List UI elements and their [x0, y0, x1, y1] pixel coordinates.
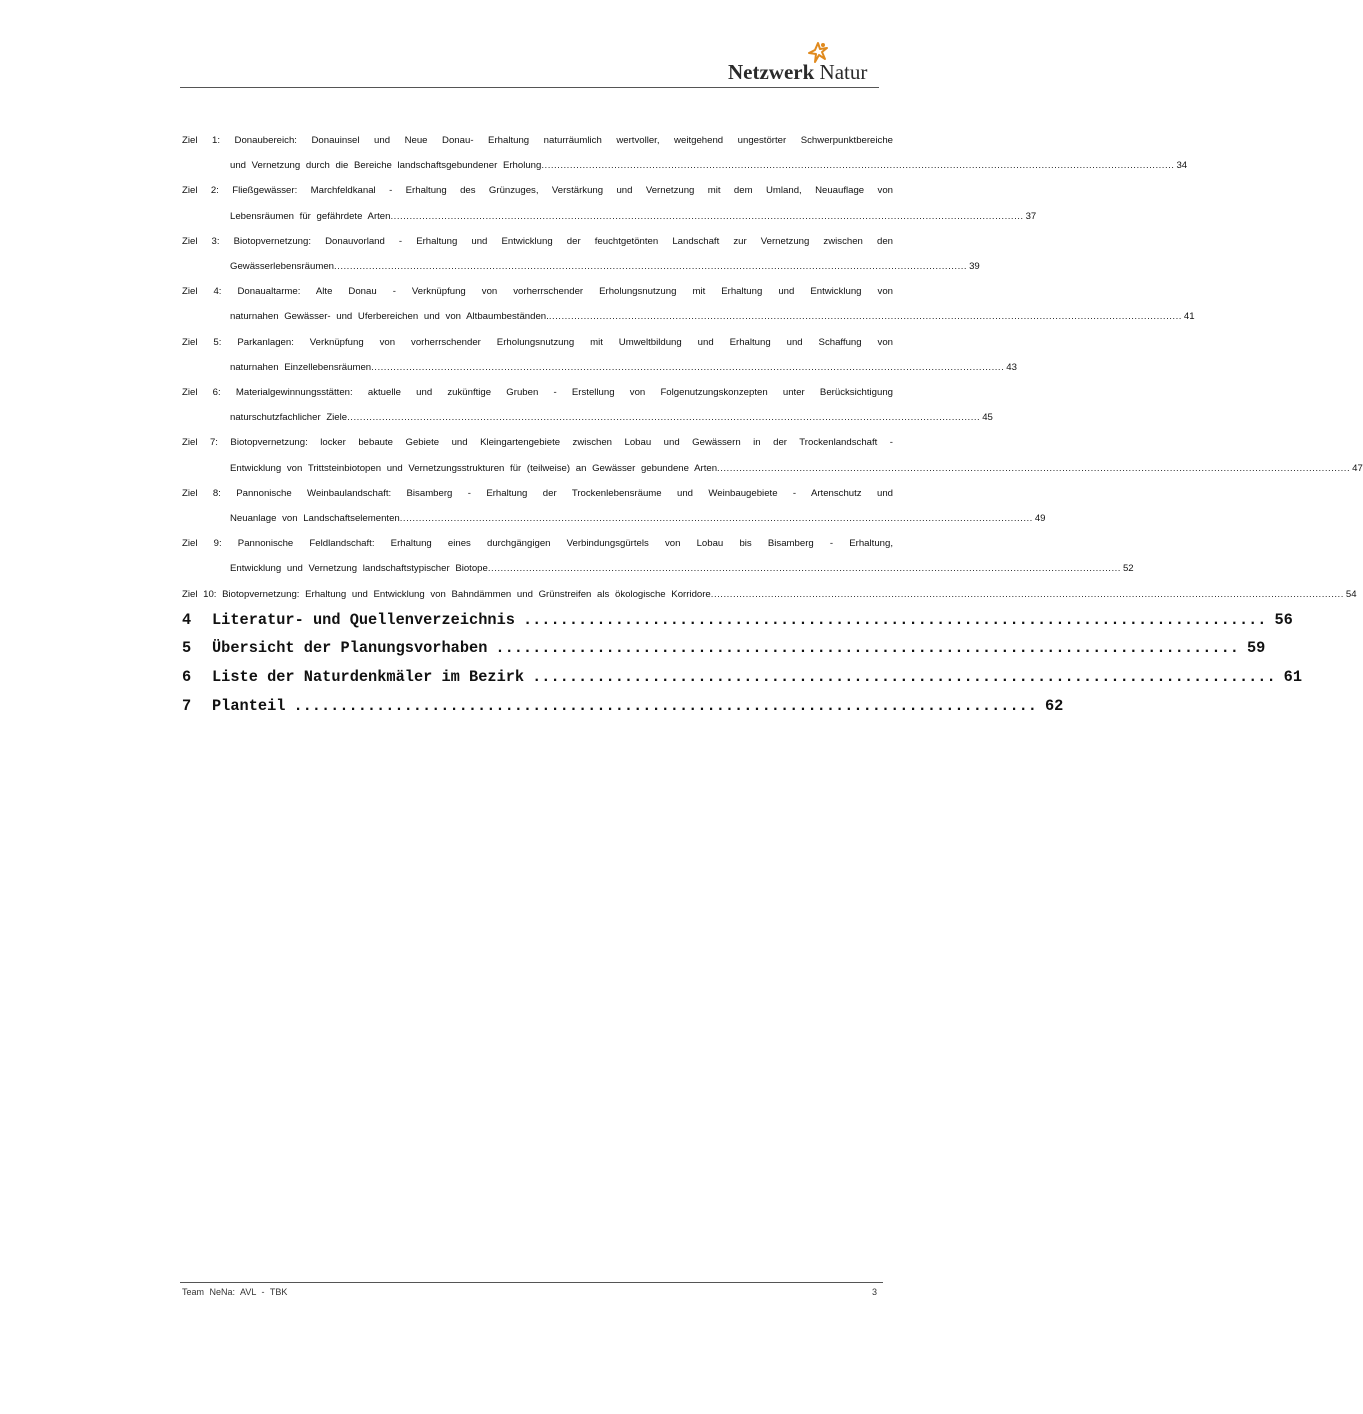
chapter-title: Literatur- und Quellenverzeichnis	[212, 611, 515, 629]
toc-leader-dots: ........................................................................................................................................................................................................	[347, 412, 981, 424]
toc-entry[interactable]	[182, 178, 1037, 228]
toc-leader-dots: ........................................................................................................................................................................................................	[390, 210, 1024, 222]
toc-page-number: 49	[1034, 513, 1046, 525]
toc-entry[interactable]	[182, 582, 1357, 607]
toc-leader-dots: .................................................................................	[532, 668, 1276, 686]
toc-page-number: 43	[1006, 361, 1017, 373]
logo-wordmark	[728, 60, 867, 85]
toc-chapter-entry[interactable]	[182, 611, 1293, 631]
toc-entry-title: Ziel 3: Biotopvernetzung: Donauvorland - Erhaltung und Entwicklung der feuchtgetönten Landschaft zur Vernetzung zwischen den	[182, 235, 893, 247]
toc-page-number: 62	[1045, 697, 1064, 715]
chapter-number: 5	[182, 639, 192, 657]
toc-entry-title: Ziel 8: Pannonische Weinbaulandschaft: Bisamberg - Erhaltung der Trockenlebensräume und Weinbaugebiete - Artenschutz und	[182, 487, 893, 499]
toc-entry-continuation: Lebensräumen für gefährdete Arten	[230, 210, 391, 222]
toc-entry[interactable]	[182, 380, 993, 430]
toc-entry[interactable]	[182, 430, 1363, 480]
toc-page-number: 56	[1274, 611, 1293, 629]
netzwerk-natur-logo	[724, 42, 874, 84]
footer-divider	[180, 1282, 883, 1283]
chapter-title: Liste der Naturdenkmäler im Bezirk	[212, 668, 525, 686]
toc-entry[interactable]	[182, 330, 1017, 380]
toc-page-number: 34	[1176, 160, 1188, 172]
toc-entry[interactable]	[182, 279, 1195, 329]
toc-leader-dots: ........................................................................................................................................................................................................	[541, 160, 1175, 172]
toc-leader-dots: ........................................................................................................................................................................................................	[487, 563, 1121, 575]
footer-page-number: 3	[872, 1287, 878, 1297]
chapter-title: Planteil	[212, 697, 286, 715]
logo-text-bold: Netzwerk	[728, 60, 815, 84]
chapter-number: 7	[182, 697, 192, 715]
toc-page-number: 45	[982, 412, 993, 424]
toc-leader-dots: ........................................................................................................................................................................................................	[371, 361, 1005, 373]
footer-team-label: Team NeNa: AVL - TBK	[182, 1287, 288, 1297]
toc-page-number: 39	[969, 261, 980, 273]
toc-chapter-entry[interactable]	[182, 697, 1064, 717]
toc-entry-continuation: Entwicklung und Vernetzung landschaftstypischer Biotope	[230, 563, 488, 575]
toc-entry-title: Ziel 5: Parkanlagen: Verknüpfung von vorherrschender Erholungsnutzung mit Umweltbildung und Erhaltung und Schaffung von	[182, 336, 893, 348]
toc-entry[interactable]	[182, 229, 980, 279]
chapter-number: 6	[182, 668, 192, 686]
toc-chapter-entry[interactable]	[182, 639, 1266, 659]
toc-page-number: 37	[1025, 210, 1037, 222]
toc-page-number: 41	[1183, 311, 1195, 323]
toc-entry[interactable]	[182, 531, 1134, 581]
toc-entry-continuation: Entwicklung von Trittsteinbiotopen und Vernetzungsstrukturen für (teilweise) an Gewässer gebundene Arten	[230, 462, 718, 474]
header-divider	[180, 87, 879, 88]
toc-leader-dots: .................................................................................	[293, 697, 1037, 715]
toc-page-number: 59	[1246, 639, 1266, 657]
toc-entry-title: Ziel 1: Donaubereich: Donauinsel und Neue Donau- Erhaltung naturräumlich wertvoller, weitgehend ungestörter Schwerpunktbereiche	[182, 135, 893, 146]
toc-chapter-entry[interactable]	[182, 668, 1303, 688]
chapter-title: Übersicht der Planungsvorhaben	[212, 639, 488, 657]
toc-entry-continuation: naturnahen Gewässer- und Uferbereichen und von Altbaumbeständen.	[230, 311, 549, 323]
toc-leader-dots: ........................................................................................................................................................................................................	[710, 588, 1344, 600]
toc-entry-title: Ziel 4: Donaualtarme: Alte Donau - Verknüpfung von vorherrschender Erholungsnutzung mit Erhaltung und Entwicklung von	[182, 286, 893, 298]
toc-entry-title: Ziel 9: Pannonische Feldlandschaft: Erhaltung eines durchgängigen Verbindungsgürtels von Lobau bis Bisamberg - Erhaltung,	[182, 538, 893, 550]
toc-leader-dots: ........................................................................................................................................................................................................	[399, 513, 1033, 525]
toc-leader-dots: .................................................................................	[522, 611, 1267, 629]
toc-page-number: 52	[1122, 563, 1134, 575]
toc-leader-dots: ........................................................................................................................................................................................................	[334, 261, 968, 273]
toc-entry-continuation: naturnahen Einzellebensräumen	[230, 361, 372, 373]
toc-page-number: 54	[1345, 588, 1357, 600]
toc-leader-dots: ........................................................................................................................................................................................................	[717, 462, 1351, 474]
toc-entry[interactable]	[182, 128, 1188, 178]
table-of-contents	[182, 128, 1363, 607]
toc-entry[interactable]	[182, 481, 1046, 531]
toc-entry-title: Ziel 6: Materialgewinnungsstätten: aktuelle und zukünftige Gruben - Erstellung von Folgenutzungskonzepten unter Berücksichtigung	[182, 387, 893, 399]
toc-page-number: 61	[1283, 668, 1303, 686]
toc-leader-dots: ........................................................................................................................................................................................................	[548, 311, 1182, 323]
toc-entry-title: Ziel 2: Fließgewässer: Marchfeldkanal - Erhaltung des Grünzuges, Verstärkung und Vernetzung mit dem Umland, Neuauflage von	[182, 185, 893, 197]
toc-entry-title: Ziel 10: Biotopvernetzung: Erhaltung und Entwicklung von Bahndämmen und Grünstreifen als ökologische Korridore	[182, 588, 711, 600]
chapter-number: 4	[182, 611, 192, 629]
logo-text-regular: Natur	[819, 60, 868, 84]
toc-entry-continuation: Neuanlage von Landschaftselementen	[230, 513, 400, 525]
toc-entry-continuation: Gewässerlebensräumen	[230, 261, 334, 273]
toc-entry-continuation: und Vernetzung durch die Bereiche landschaftsgebundener Erholung	[230, 160, 542, 172]
toc-page-number: 47	[1352, 462, 1363, 474]
toc-entry-continuation: naturschutzfachlicher Ziele	[230, 412, 348, 424]
toc-entry-title: Ziel 7: Biotopvernetzung: locker bebaute Gebiete und Kleingartengebiete zwischen Lobau und Gewässern in der Trockenlandschaft -	[182, 437, 893, 449]
toc-leader-dots: .................................................................................	[495, 639, 1239, 657]
